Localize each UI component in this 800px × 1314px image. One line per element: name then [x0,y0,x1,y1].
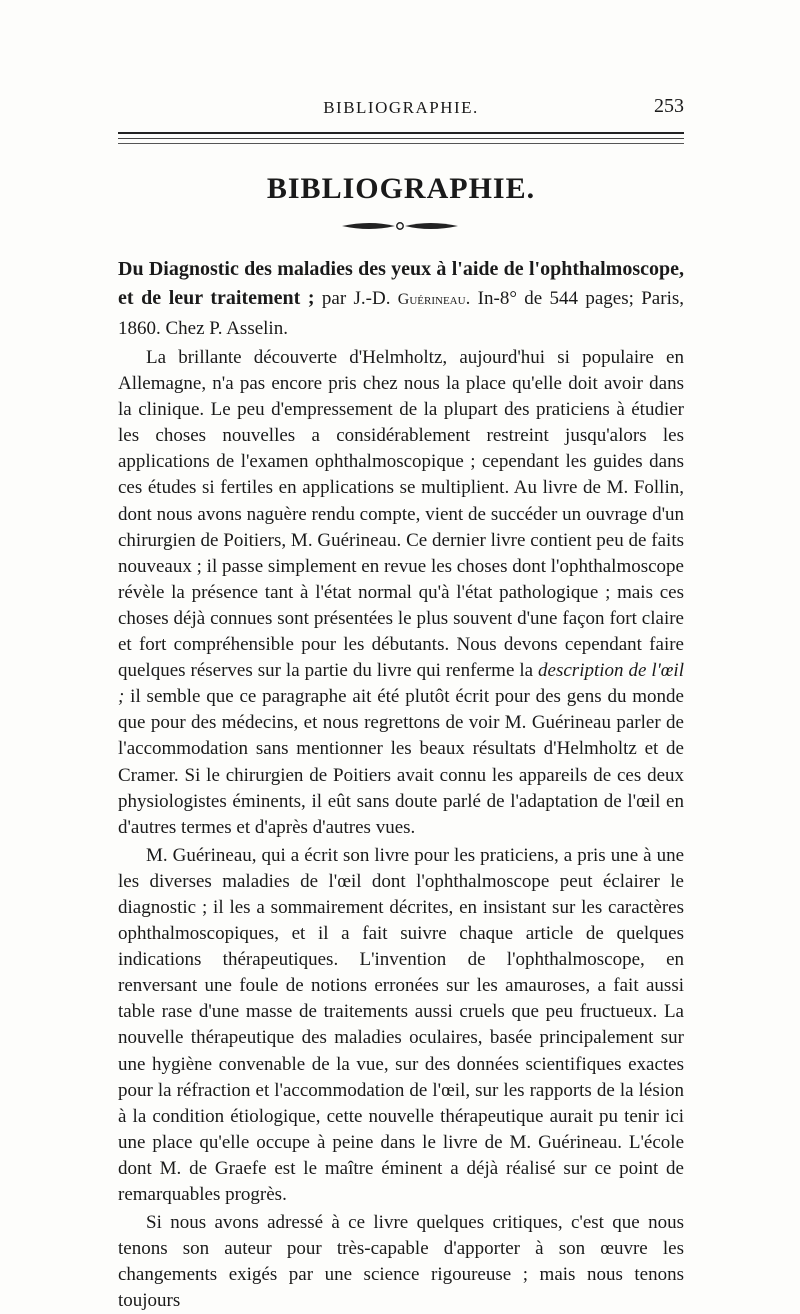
page-number: 253 [654,95,684,117]
entry-author: Guérineau [397,291,466,308]
running-head-title: BIBLIOGRAPHIE. [323,98,479,117]
paragraph-2: M. Guérineau, qui a écrit son livre pour les praticiens, a pris une à une les diverses maladies de l'œil dont l'ophthalmoscope peut éclairer le diagnostic ; il les a sommairement décrites, en insistant sur les caractères ophthalmoscopiques, et il a fait suivre chaque article de quelques indications thérapeutiques. L'invention de l'ophthalmoscope, en renversant une foule de notions erronées sur les amauroses, a fait aussi table rase d'une masse de traitements aussi cruels que peu fructueux. La nouvelle thérapeutique des maladies oculaires, basée principalement sur une hygiène convenable de la vue, sur des données scientifiques exactes pour la réfraction et l'accommodation de l'œil, sur les rapports de la lésion à la condition étiologique, cette nouvelle thérapeutique aurait pu tenir ici une place qu'elle occupe à peine dans le livre de M. Guérineau. L'école dont M. de Graefe est le maître éminent a déjà réalisé sur ce point de remarquables progrès. [118,844,684,1205]
header-rule [118,132,684,134]
entry-details: . In-8° de 544 pages; Paris, 1860. Chez P. Asselin. [118,288,684,339]
running-head [118,95,684,125]
header-rule-thin [118,138,684,139]
entry-by: par J.-D. [314,288,398,309]
bibliographic-entry [118,255,684,343]
review-body [118,345,684,1314]
section-title: BIBLIOGRAPHIE. [266,172,536,205]
paragraph-1-italic: description de l'œil ; [118,660,684,708]
paragraph-1-text-a: La brillante découverte d'Helmholtz, aujourd'hui si populaire en Allemagne, n'a pas encore pris chez nous la place qu'elle doit avoir dans la clinique. Le peu d'empressement de la plupart des praticiens à étudier les choses nouvelles a considérablement restreint jusqu'alors les applications de l'examen ophthalmoscopique ; cependant les guides dans ces études si fertiles en applications se multiplient. Au livre de M. Follin, dont nous avons naguère rendu compte, vient de succéder un ouvrage d'un chirurgien de Poitiers, M. Guérineau. Ce dernier livre contient peu de faits nouveaux ; il passe simplement en revue les choses dont l'ophthalmoscope révèle la présence tant à l'état normal qu'à l'état pathologique ; mais ces choses déjà connues sont présentées le plus souvent d'une façon fort claire et fort compréhensible pour les débutants. Nous devons cependant faire quelques réserves sur la partie du livre qui renferme la [118,347,684,682]
paragraph-1 [118,345,684,841]
paragraph-3: Si nous avons adressé à ce livre quelques critiques, c'est que nous tenons son auteur pour très-capable d'apporter à son œuvre les changements exigés par une science rigoureuse ; mais nous tenons toujours [118,1212,684,1312]
paragraph-1-text-b: il semble que ce paragraphe ait été plutôt écrit pour des gens du monde que pour des médecins, et nous regrettons de voir M. Guérineau parler de l'accommodation sans mentionner les beaux résultats d'Helmholtz et de Cramer. Si le chirurgien de Poitiers avait connu les appareils de ces deux physiologistes éminents, il eût sans doute parlé de l'adaptation de l'œil en d'autres termes et d'après d'autres vues. [118,686,684,838]
entry-title: Du Diagnostic des maladies des yeux à l'aide de l'ophthalmoscope, et de leur traitement ; [118,258,684,309]
ornament-divider-icon [340,218,460,234]
header-rule-thin-2 [118,143,684,144]
